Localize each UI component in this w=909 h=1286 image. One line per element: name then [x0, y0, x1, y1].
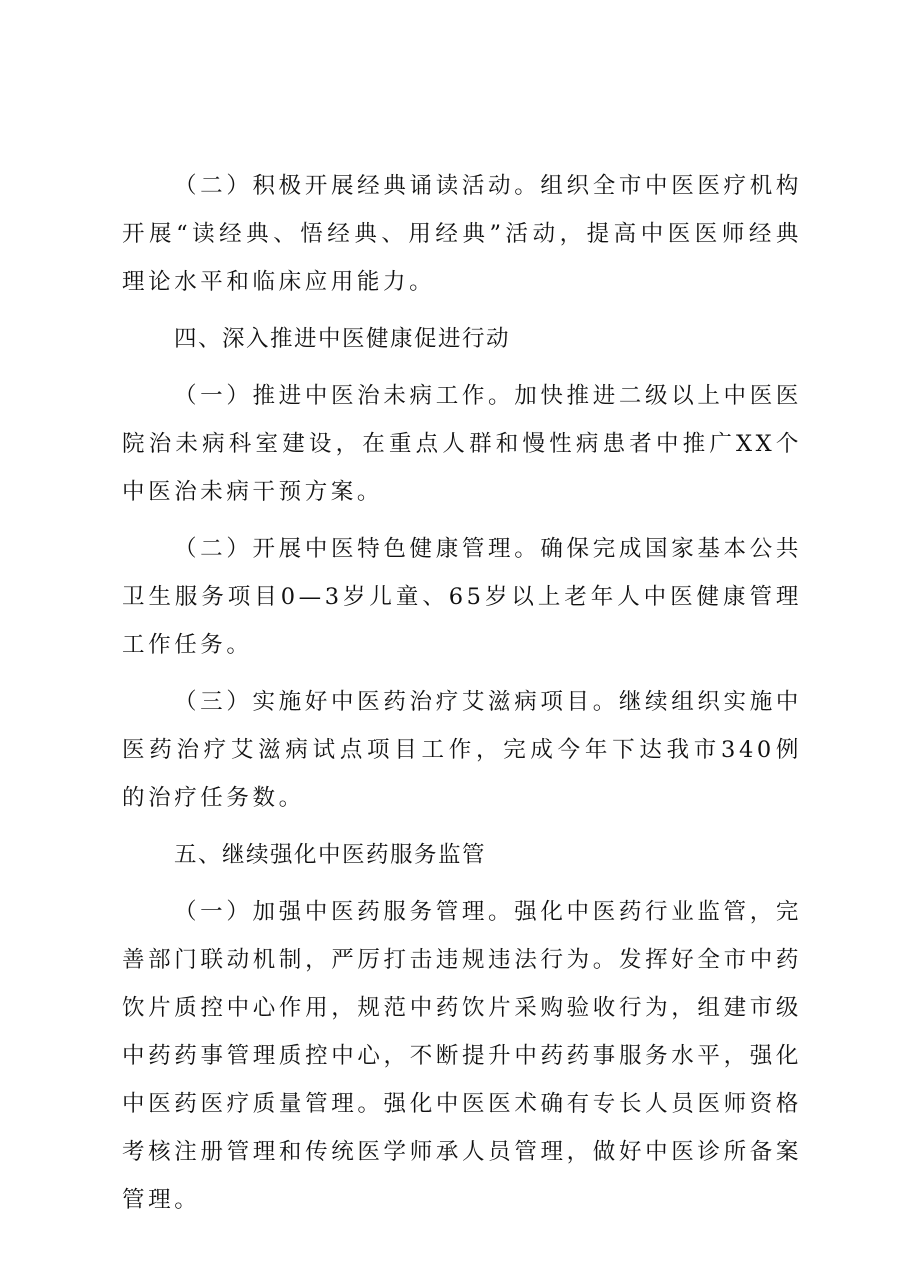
- paragraph-service-management: （一）加强中医药服务管理。强化中医药行业监管，完善部门联动机制，严厉打击违规违法行为。发挥好全市中药饮片质控中心作用，规范中药饮片采购验收行为，组建市级中药药事管理质控中心，不断提升中药药事服务水平，强化中医药医疗质量管理。强化中医医术确有专长人员医师资格考核注册管理和传统医学师承人员管理，做好中医诊所备案管理。: [122, 899, 802, 1213]
- document-body: [122, 162, 802, 1233]
- section-heading-health-promotion: 四、深入推进中医健康促进行动: [174, 326, 511, 352]
- paragraph-classics-reading: （二）积极开展经典诵读活动。组织全市中医医疗机构开展“读经典、悟经典、用经典”活动，提高中医医师经典理论水平和临床应用能力。: [122, 173, 802, 295]
- paragraph-preventive-treatment: （一）推进中医治未病工作。加快推进二级以上中医医院治未病科室建设，在重点人群和慢性病患者中推广XX个中医治未病干预方案。: [122, 383, 802, 505]
- paragraph-aids-project: （三）实施好中医药治疗艾滋病项目。继续组织实施中医药治疗艾滋病试点项目工作，完成今年下达我市340例的治疗任务数。: [122, 689, 802, 811]
- paragraph-health-management: （二）开展中医特色健康管理。确保完成国家基本公共卫生服务项目0—3岁儿童、65岁以上老年人中医健康管理工作任务。: [122, 536, 802, 658]
- section-heading-service-supervision: 五、继续强化中医药服务监管: [174, 842, 487, 868]
